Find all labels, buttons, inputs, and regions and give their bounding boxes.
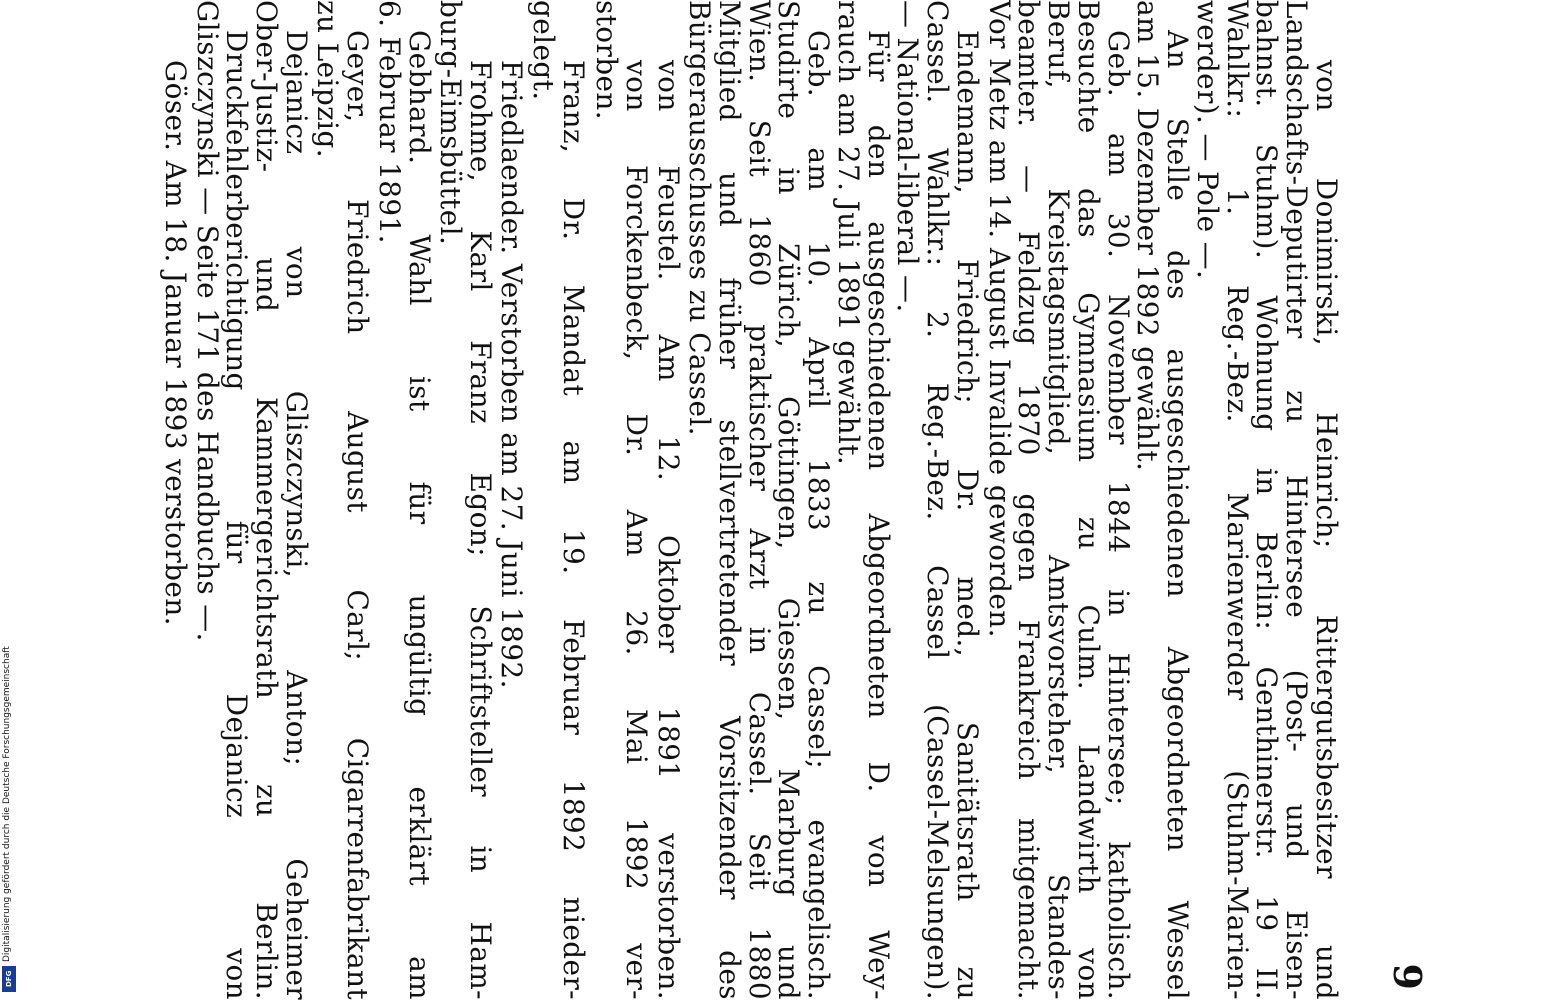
text-line: Franz, Dr. Mandat am 19. Februar 1892 nieder- (556, 60, 590, 1000)
text-line: Dejanicz von Gliszczynski, Anton; Geheimer (279, 30, 313, 1000)
rotated-page-content (130, 0, 1430, 1000)
text-line: Für den ausgeschiedenen Abgeordneten D. von Wey- (861, 30, 895, 1000)
text-line: Mitglied und früher stellvertretender Vorsitzender des (713, 0, 747, 1000)
text-line: gelegt. (527, 0, 561, 101)
text-line: Vor Metz am 14. August Invalide geworden. (982, 0, 1016, 638)
text-line: Frohme, Karl Franz Egon; Schriftsteller in Ham- (463, 60, 497, 1000)
text-line: Studirte in Zürich, Göttingen, Giessen, Marburg und (772, 0, 806, 1000)
text-line: Gliszczynski — Seite 171 des Handbuchs —. (190, 0, 224, 642)
page-number: 9 (1385, 963, 1430, 990)
dfg-logo-icon: DFG (2, 966, 16, 992)
digitization-credit (0, 0, 20, 1000)
text-line: bahnst. Stuhm). Wohnung in Berlin: Genthinerstr. 19 II. (1250, 0, 1284, 1000)
text-line: Göser. Am 18. Januar 1893 verstorben. (159, 60, 192, 626)
text-line: beamter. — Feldzug 1870 gegen Frankreich mitgemacht. (1012, 0, 1046, 1000)
text-line: zu Leipzig. (311, 0, 345, 158)
text-line: Geb. am 30. November 1844 in Hintersee; katholisch. (1101, 30, 1135, 1000)
text-line: Ober-Justiz- und Kammergerichtsrath zu Berlin. (250, 0, 284, 1000)
text-block (130, 0, 1430, 1000)
text-line: werder). — Pole —. (1190, 0, 1224, 280)
text-line: Geb. am 10. April 1833 zu Cassel; evangelisch. (802, 30, 836, 1000)
text-line: 6. Februar 1891. (372, 0, 406, 244)
text-line: rauch am 27. Juli 1891 gewählt. (831, 0, 865, 466)
text-line: — National-liberal —. (891, 0, 925, 313)
text-line: Gebhard. Wahl ist für ungültig erklärt am (402, 30, 436, 1000)
text-line: von Forckenbeck, Dr. Am 26. Mai 1892 ver- (620, 60, 654, 1000)
text-line: Landschafts-Deputirter zu Hintersee (Post- und Eisen- (1280, 0, 1314, 1000)
text-line: von Donimirski, Heinrich; Rittergutsbesitzer und (1309, 60, 1343, 1000)
text-line: von Feustel. Am 12. Oktober 1891 verstorben. (651, 60, 685, 1000)
text-line: Endemann, Friedrich; Dr. med., Sanitätsrath zu (950, 30, 984, 1000)
text-line: Wien. Seit 1860 praktischer Arzt in Cassel. Seit 1880 (742, 0, 776, 1000)
text-line: burg-Eimsbüttel. (434, 0, 468, 246)
text-line: storben. (590, 0, 624, 120)
text-line: am 15. Dezember 1892 gewählt. (1131, 0, 1165, 472)
text-line: An Stelle des ausgeschiedenen Abgeordneten Wessel (1161, 30, 1195, 1000)
text-line: Besuchte das Gymnasium zu Culm. Landwirth von (1071, 0, 1105, 1000)
text-line: Beruf, Kreistagsmitglied, Amtsvorsteher, Standes- (1042, 0, 1076, 1000)
text-line: Druckfehlerberichtigung für Dejanicz von (220, 30, 254, 1000)
text-line: Bürgerausschusses zu Cassel. (683, 0, 717, 436)
text-line: Geyer, Friedrich August Carl; Cigarrenfabrikant (341, 30, 375, 1000)
text-line: Friedlaender. Verstorben am 27. Juni 1892. (495, 60, 529, 689)
text-line: Cassel. Wahlkr.: 2. Reg.-Bez. Cassel (Cassel-Melsungen). (921, 0, 955, 1000)
credit-text: Digitalisierung gefördert durch die Deutsche Forschungsgemeinschaft (2, 646, 12, 962)
text-line: Wahlkr.: 1. Reg.-Bez. Marienwerder (Stuhm-Marien- (1220, 0, 1254, 1000)
